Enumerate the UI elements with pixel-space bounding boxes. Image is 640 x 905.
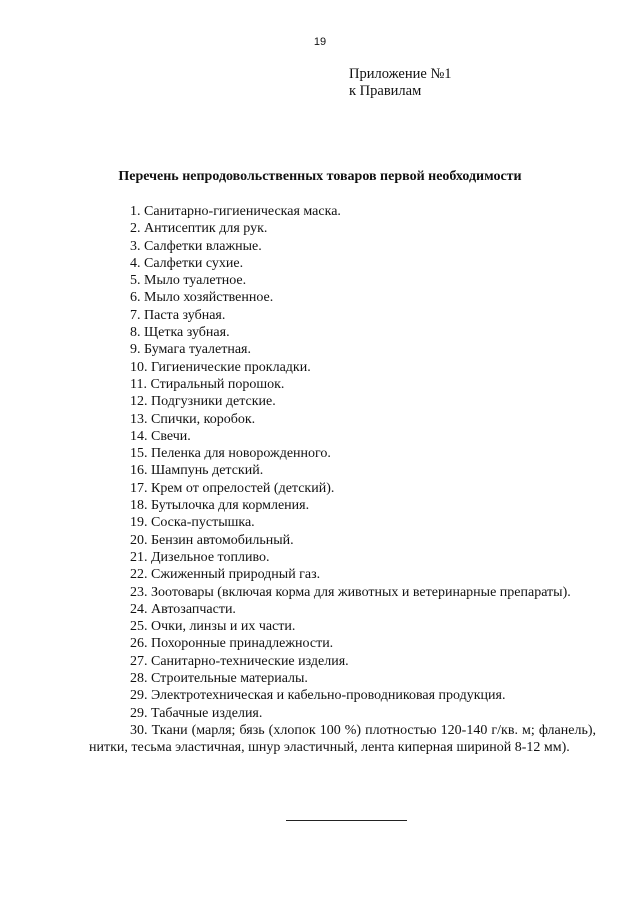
list-item: 30. Ткани (марля; бязь (хлопок 100 %) плотностью 120-140 г/кв. м; фланель), нитки, тесьма эластичная, шнур эластичный, лента киперная шириной 8-12 мм). [89,722,596,756]
goods-list [89,203,596,757]
list-item: 24. Автозапчасти. [130,601,236,617]
list-item: 7. Паста зубная. [130,307,226,323]
list-item: 21. Дизельное топливо. [130,549,270,565]
list-item: 1. Санитарно-гигиеническая маска. [130,204,341,219]
list-item: 28. Строительные материалы. [130,671,308,687]
list-item: 17. Крем от опрелостей (детский). [130,480,335,496]
list-item: 3. Салфетки влажные. [130,238,262,254]
list-item: 29. Электротехническая и кабельно-проводниковая продукция. [130,688,506,704]
list-item: 2. Антисептик для рук. [130,221,268,237]
list-item: 4. Салфетки сухие. [130,255,244,271]
list-item: 29. Табачные изделия. [130,705,263,721]
list-item: 11. Стиральный порошок. [130,376,285,392]
list-item: 16. Шампунь детский. [130,463,264,479]
list-item: 5. Мыло туалетное. [130,273,247,289]
list-item: 19. Соска-пустышка. [130,515,255,531]
list-item: 12. Подгузники детские. [130,394,276,410]
page-number: 19 [313,36,327,48]
list-item: 6. Мыло хозяйственное. [130,290,274,306]
list-item: 27. Санитарно-технические изделия. [130,653,349,669]
list-item: 25. Очки, линзы и их части. [130,619,296,635]
appendix-reference [349,66,452,100]
list-item: 22. Сжиженный природный газ. [130,567,321,583]
list-item: 10. Гигиенические прокладки. [130,359,311,375]
closing-divider-line [286,820,407,821]
list-item: 13. Спички, коробок. [130,411,256,427]
list-item: 9. Бумага туалетная. [130,342,251,358]
appendix-line-1: Приложение №1 [349,66,452,82]
appendix-line-2: к Правилам [349,83,422,99]
document-title: Перечень непродовольственных товаров первой необходимости [118,169,522,184]
list-item: 23. Зоотовары (включая корма для животных и ветеринарные препараты). [130,584,571,600]
list-item: 15. Пеленка для новорожденного. [130,446,331,462]
list-item: 20. Бензин автомобильный. [130,532,294,548]
list-item: 8. Щетка зубная. [130,325,230,341]
list-item: 26. Похоронные принадлежности. [130,636,334,652]
list-item: 18. Бутылочка для кормления. [130,498,310,514]
list-item: 14. Свечи. [130,428,191,444]
